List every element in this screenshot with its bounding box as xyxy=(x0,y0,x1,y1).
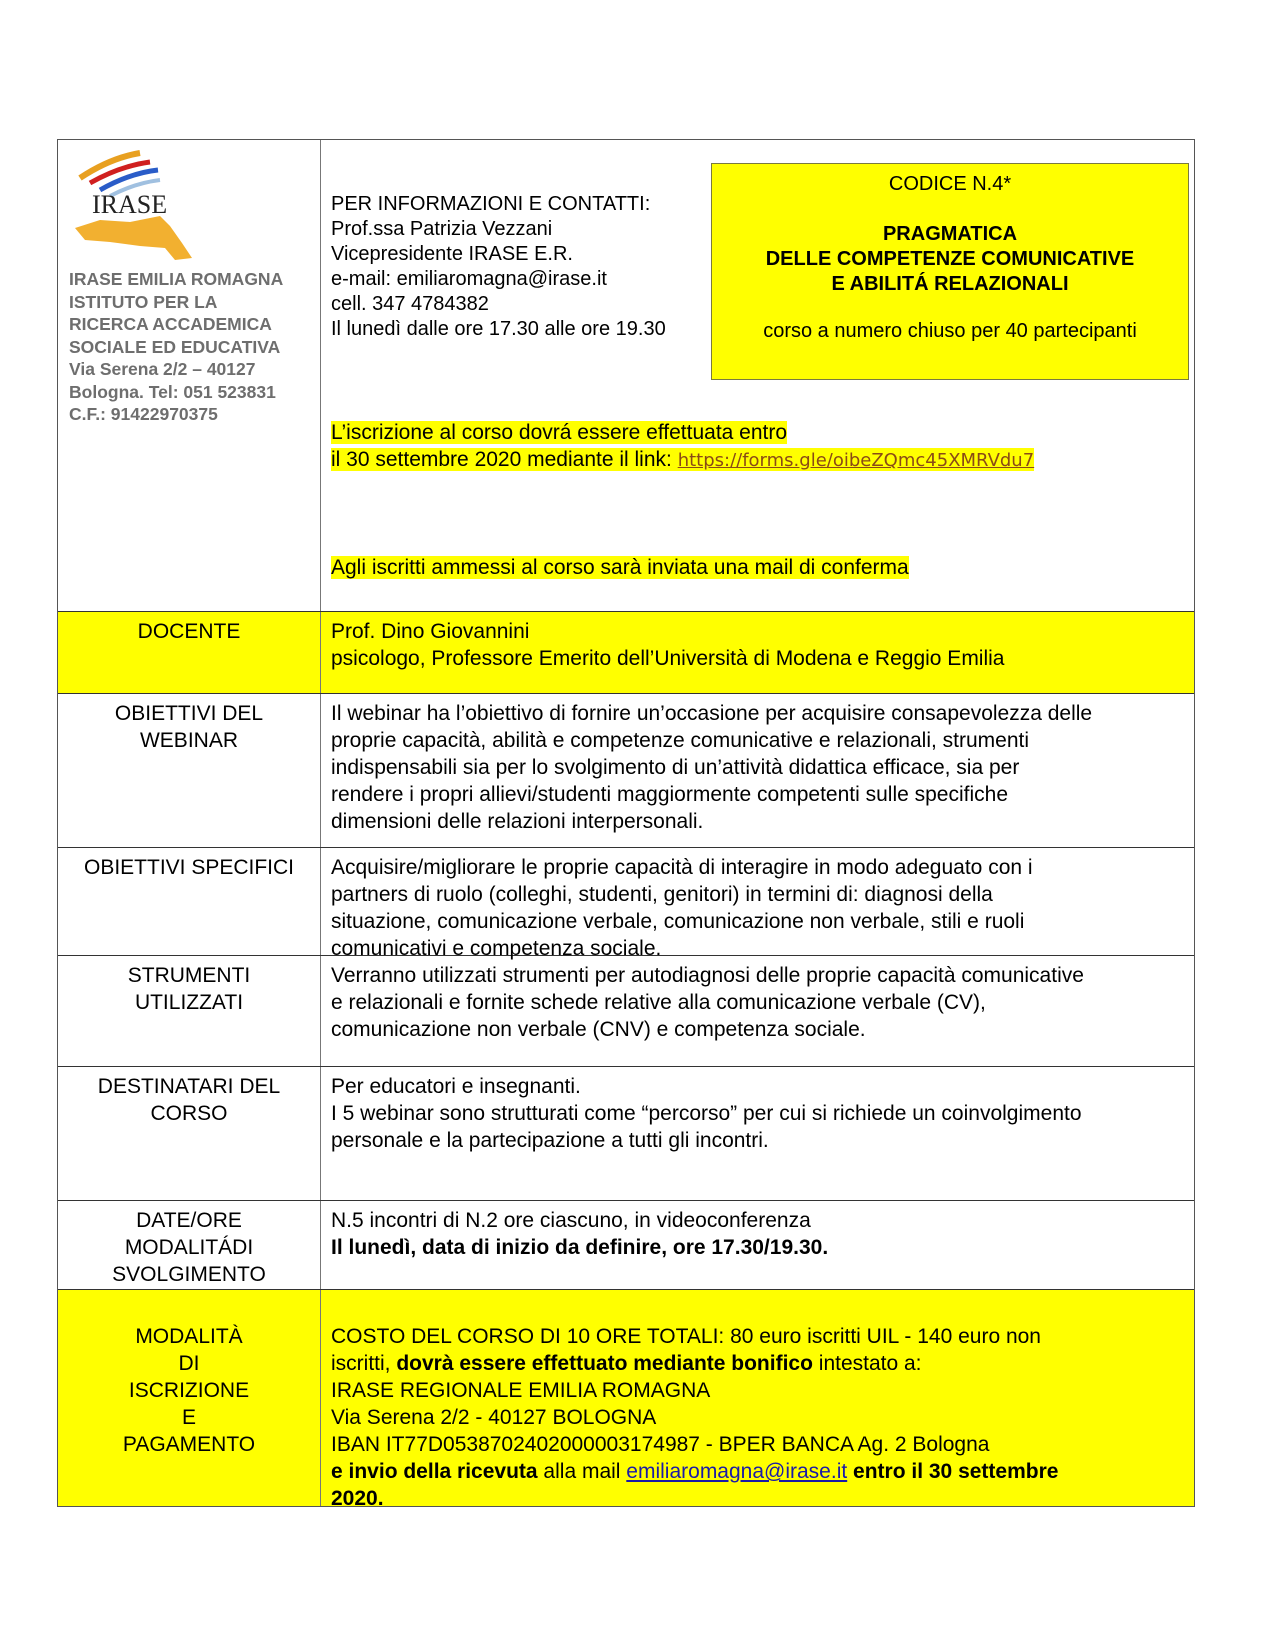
content-line: Acquisire/migliorare le proprie capacità di interagire in modo adeguato con i xyxy=(331,856,1033,879)
row-content xyxy=(321,694,1194,847)
logo-wordmark: IRASE xyxy=(92,190,168,219)
row-obiettivi-webinar xyxy=(58,694,1194,848)
address-line: Via Serena 2/2 - 40127 BOLOGNA xyxy=(331,1406,657,1429)
row-content xyxy=(321,956,1194,1066)
row-strumenti xyxy=(58,956,1194,1067)
contact-email: e-mail: emiliaromagna@irase.it xyxy=(331,268,607,290)
confirmation-text: Agli iscritti ammessi al corso sarà inviata una mail di conferma xyxy=(331,556,909,579)
label-text: DOCENTE xyxy=(137,620,241,643)
label-text: DATE/ORE xyxy=(136,1209,242,1232)
row-label xyxy=(58,612,321,693)
org-line: SOCIALE ED EDUCATIVA xyxy=(69,336,281,357)
org-line: Via Serena 2/2 – 40127 xyxy=(69,359,256,379)
row-obiettivi-specifici xyxy=(58,848,1194,960)
content-line: dimensioni delle relazioni interpersonali. xyxy=(331,810,704,833)
registration-info xyxy=(331,419,1186,474)
course-title-line: E ABILITÁ RELAZIONALI xyxy=(831,273,1069,295)
row-label xyxy=(58,848,321,955)
contact-role: Vicepresidente IRASE E.R. xyxy=(331,243,573,265)
label-text: DESTINATARI DEL xyxy=(97,1075,281,1098)
contacts-heading: PER INFORMAZIONI E CONTATTI: xyxy=(331,193,651,215)
label-text: MODALITÁDI xyxy=(124,1236,254,1259)
content-line: Il webinar ha l’obiettivo di fornire un’occasione per acquisire consapevolezza delle xyxy=(331,702,1093,725)
cost-line: COSTO DEL CORSO DI 10 ORE TOTALI: 80 euro iscritti UIL - 140 euro non xyxy=(331,1325,1041,1348)
text: intestato a: xyxy=(812,1352,922,1375)
org-line: Bologna. Tel: 051 523831 xyxy=(69,381,276,402)
content-line: rendere i propri allievi/studenti maggiormente competenti sulle specifiche xyxy=(331,783,1009,806)
row-label xyxy=(58,694,321,847)
content-line: N.5 incontri di N.2 ore ciascuno, in videoconferenza xyxy=(331,1209,811,1232)
bold-text: e invio della ricevuta xyxy=(331,1460,538,1483)
teacher-title: psicologo, Professore Emerito dell’Università di Modena e Reggio Emilia xyxy=(331,647,1005,670)
label-text: DI xyxy=(178,1352,200,1375)
irase-logo xyxy=(70,148,200,268)
content-line: comunicazione non verbale (CNV) e competenza sociale. xyxy=(331,1018,866,1041)
org-cell xyxy=(58,140,321,611)
payee-line: IRASE REGIONALE EMILIA ROMAGNA xyxy=(331,1379,711,1402)
row-destinatari xyxy=(58,1067,1194,1201)
bold-text: 2020. xyxy=(331,1487,384,1510)
label-text: WEBINAR xyxy=(139,729,238,752)
row-label xyxy=(58,1201,321,1289)
label-text: OBIETTIVI SPECIFICI xyxy=(83,856,295,879)
label-text: CORSO xyxy=(150,1102,228,1125)
content-line: e relazionali e fornite schede relative alla comunicazione verbale (CV), xyxy=(331,991,986,1014)
contact-hours: Il lunedì dalle ore 17.30 alle ore 19.30 xyxy=(331,318,666,340)
bold-text: entro il 30 settembre xyxy=(847,1460,1059,1483)
course-code-box xyxy=(711,163,1189,380)
content-line: comunicativi e competenza sociale. xyxy=(331,937,662,960)
payment-line xyxy=(331,1350,1186,1377)
org-line: C.F.: 91422970375 xyxy=(69,404,218,424)
org-line: ISTITUTO PER LA xyxy=(69,291,218,312)
registration-text: il 30 settembre 2020 mediante il link: xyxy=(331,448,678,471)
row-label xyxy=(58,1290,321,1506)
label-text: UTILIZZATI xyxy=(134,991,244,1014)
label-text: PAGAMENTO xyxy=(122,1433,256,1456)
org-line: IRASE EMILIA ROMAGNA xyxy=(69,269,284,289)
text: alla mail xyxy=(537,1460,627,1483)
row-content xyxy=(321,1201,1194,1289)
label-text: MODALITÀ xyxy=(135,1325,243,1348)
contact-name: Prof.ssa Patrizia Vezzani xyxy=(331,218,553,240)
content-line: Per educatori e insegnanti. xyxy=(331,1075,581,1098)
registration-link[interactable]: https://forms.gle/oibeZQmc45XMRVdu7 xyxy=(677,450,1035,471)
course-capacity-note: corso a numero chiuso per 40 partecipanti xyxy=(763,320,1137,342)
registration-line xyxy=(331,448,1034,471)
content-line: I 5 webinar sono strutturati come “percorso” per cui si richiede un coinvolgimento xyxy=(331,1102,1082,1125)
course-code: CODICE N.4* xyxy=(888,173,1012,195)
course-title-line: PRAGMATICA xyxy=(882,223,1018,245)
label-text: STRUMENTI xyxy=(127,964,251,987)
row-content xyxy=(321,848,1194,960)
content-line: Verranno utilizzati strumenti per autodiagnosi delle proprie capacità comunicative xyxy=(331,964,1084,987)
label-text: SVOLGIMENTO xyxy=(112,1263,266,1286)
course-title xyxy=(712,222,1188,297)
registration-line: L’iscrizione al corso dovrá essere effettuata entro xyxy=(331,421,788,444)
row-label xyxy=(58,1067,321,1200)
row-content xyxy=(321,1290,1194,1510)
bold-text: dovrà essere effettuato mediante bonifico xyxy=(396,1352,813,1375)
text: iscritti, xyxy=(331,1352,397,1375)
content-line: situazione, comunicazione verbale, comunicazione non verbale, stili e ruoli xyxy=(331,910,1025,933)
schedule-line: Il lunedì, data di inizio da definire, ore 17.30/19.30. xyxy=(331,1236,829,1259)
label-text: ISCRIZIONE xyxy=(128,1379,250,1402)
label-text: OBIETTIVI DEL xyxy=(114,702,264,725)
row-modalita xyxy=(58,1290,1194,1510)
content-line: proprie capacità, abilità e competenze comunicative e relazionali, strumenti xyxy=(331,729,1030,752)
irase-logo-graphic xyxy=(70,148,200,268)
contact-phone: cell. 347 4784382 xyxy=(331,293,489,315)
receipt-line xyxy=(331,1458,1186,1485)
row-content xyxy=(321,612,1194,693)
org-info xyxy=(58,268,320,426)
email-link[interactable]: emiliaromagna@irase.it xyxy=(626,1460,848,1483)
content-line: partners di ruolo (colleghi, studenti, genitori) in termini di: diagnosi della xyxy=(331,883,993,906)
content-line: personale e la partecipazione a tutti gli incontri. xyxy=(331,1129,769,1152)
row-date xyxy=(58,1201,1194,1290)
row-docente xyxy=(58,612,1194,694)
content-line: indispensabili sia per lo svolgimento di un’attività didattica efficace, sia per xyxy=(331,756,1020,779)
org-line: RICERCA ACCADEMICA xyxy=(69,314,272,334)
row-content xyxy=(321,1067,1194,1200)
label-text: E xyxy=(181,1406,196,1429)
teacher-name: Prof. Dino Giovannini xyxy=(331,620,530,643)
confirmation-note xyxy=(331,554,1186,581)
row-label xyxy=(58,956,321,1066)
course-title-line: DELLE COMPETENZE COMUNICATIVE xyxy=(765,248,1135,270)
iban-line: IBAN IT77D0538702402000003174987 - BPER BANCA Ag. 2 Bologna xyxy=(331,1433,990,1456)
